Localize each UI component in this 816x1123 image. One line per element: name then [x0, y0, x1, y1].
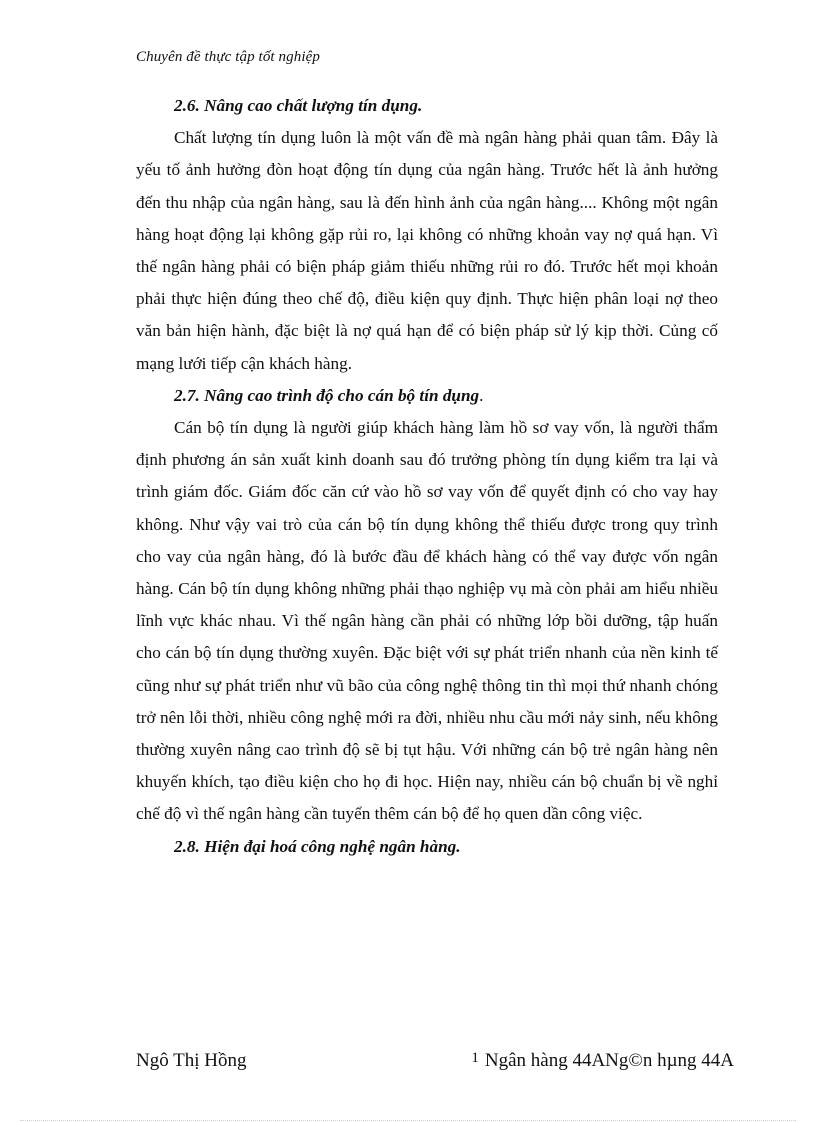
section-heading-2-6: 2.6. Nâng cao chất lượng tín dụng.: [174, 96, 423, 115]
footer-class-label: Ngân hàng 44ANg©n hµng 44A: [484, 1050, 734, 1071]
section-heading-2-7: [136, 380, 718, 412]
body-text: [136, 90, 718, 863]
footer-right: [471, 1050, 734, 1072]
section-heading-2-8: 2.8. Hiện đại hoá công nghệ ngân hàng.: [174, 836, 461, 856]
section-heading-2-7-text: 2.7. Nâng cao trình độ cho cán bộ tín dụng: [174, 385, 480, 405]
section-heading-2-7-period: .: [479, 385, 484, 405]
section-paragraph-2-7: Cán bộ tín dụng là người giúp khách hàng làm hồ sơ vay vốn, là người thẩm định phương án sản xuất kinh doanh sau đó trưởng phòng tín dụng kiểm tra lại và trình giám đốc. Giám đốc căn cứ vào hồ sơ vay vốn để quyết định có cho vay hay không. Như vậy vai trò của cán bộ tín dụng không thể thiếu được trong quy trình cho vay của ngân hàng, đó là bước đầu để khách hàng có thể vay được vốn ngân hàng. Cán bộ tín dụng không những phải thạo nghiệp vụ mà còn phải am hiểu nhiều lĩnh vực khác nhau. Vì thế ngân hàng cần phải có những lớp bồi dưỡng, tập huấn cho cán bộ tín dụng thường xuyên. Đặc biệt với sự phát triển nhanh của nền kinh tế cũng như sự phát triển như vũ bão của công nghệ thông tin thì mọi thứ nhanh chóng trở nên lỗi thời, nhiều công nghệ mới ra đời, nhiều nhu cầu mới nảy sinh, nếu không thường xuyên nâng cao trình độ sẽ bị tụt hậu. Với những cán bộ trẻ ngân hàng nên khuyến khích, tạo điều kiện cho họ đi học. Hiện nay, nhiều cán bộ chuẩn bị về nghỉ chế độ vì thế ngân hàng cần tuyển thêm cán bộ để họ quen dần công việc.: [136, 418, 718, 824]
section-paragraph-2-6: Chất lượng tín dụng luôn là một vấn đề mà ngân hàng phải quan tâm. Đây là yếu tố ảnh hưởng đòn hoạt động tín dụng của ngân hàng. Trước hết là ảnh hưởng đến thu nhập của ngân hàng, sau là đến hình ảnh của ngân hàng.... Không một ngân hàng hoạt động lại không gặp rủi ro, lại không có những khoản vay nợ quá hạn. Vì thế ngân hàng phải có biện pháp giảm thiếu những rủi ro đó. Trước hết mọi khoản phải thực hiện đúng theo chế độ, điều kiện quy định. Thực hiện phân loại nợ theo văn bản hiện hành, đặc biệt là nợ quá hạn để có biện pháp sử lý kịp thời. Củng cố mạng lưới tiếp cận khách hàng.: [136, 128, 718, 373]
running-header: Chuyên đề thực tập tốt nghiệp: [136, 49, 320, 65]
page-bottom-edge: [20, 1120, 796, 1121]
footer-author: Ngô Thị Hồng: [136, 1050, 247, 1071]
page-number: 1: [471, 1050, 479, 1066]
